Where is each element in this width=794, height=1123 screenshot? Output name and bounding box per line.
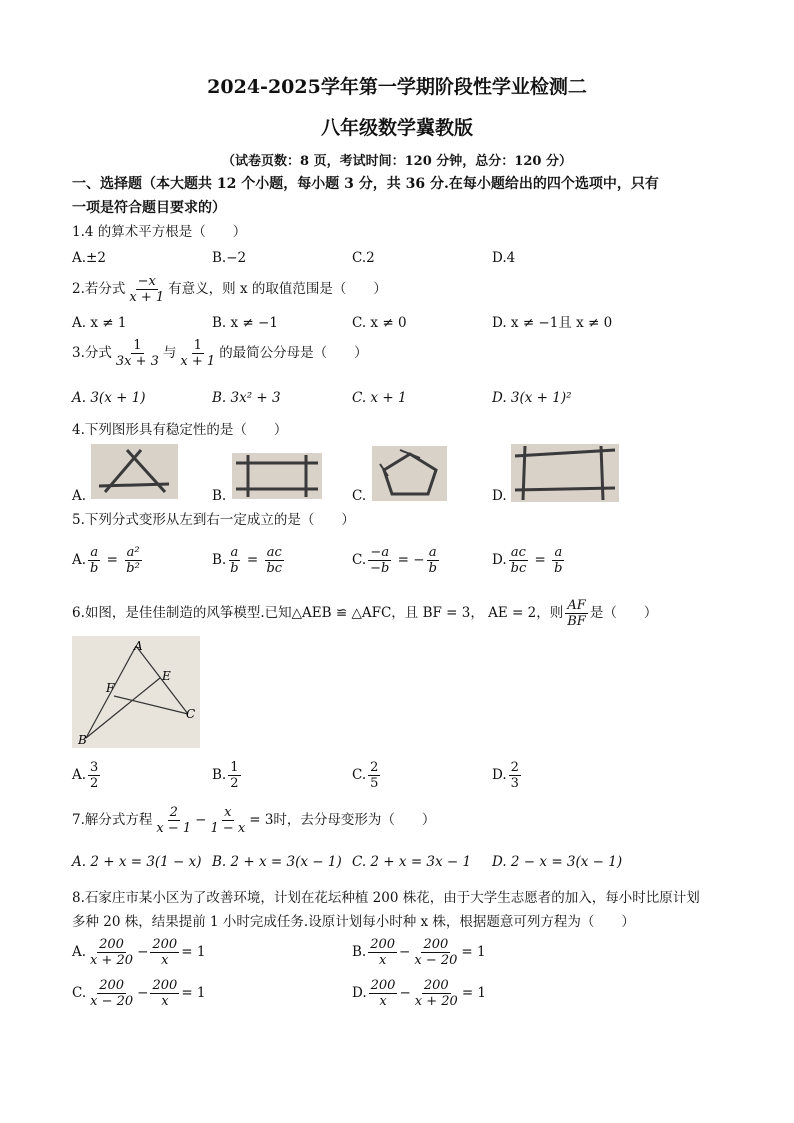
q7-option-a: A. 2 + x = 3(1 − x) xyxy=(72,854,202,870)
q8-d-label: D. xyxy=(352,985,367,1001)
q8-d-d1: x xyxy=(379,994,387,1009)
q8-d-rhs: = 1 xyxy=(461,985,487,1001)
q2-post: 有意义，则 x 的取值范围是（ ） xyxy=(168,281,387,297)
q4-figure-c-pentagon xyxy=(372,446,447,501)
q3-f2-den: x + 1 xyxy=(180,354,216,369)
q6-label-f: F xyxy=(106,681,115,695)
q6-pre: 6.如图，是佳佳制造的风筝模型.已知△AEB ≌ △AFC，且 BF = 3， AE = 2，则 xyxy=(72,605,564,621)
q8-a-d2: x xyxy=(161,953,169,968)
q7-f2-num: x xyxy=(224,805,232,820)
q8-c-label: C. xyxy=(72,985,87,1001)
q6-c-den: 5 xyxy=(370,776,379,791)
question-3-stem xyxy=(72,338,368,369)
q3-mid: 与 xyxy=(162,345,177,361)
q8-c-n2: 200 xyxy=(152,978,178,993)
q5-option-b: B. $\frac{a}{b}$ = $\frac{ac}{bc}$ xyxy=(212,545,283,576)
q6-b-num: 1 xyxy=(230,760,239,775)
q4-option-c: C. xyxy=(352,488,367,504)
q8-d-d2: x + 20 xyxy=(414,994,458,1009)
q5-b-lnum: a xyxy=(230,545,239,560)
q3-pre: 3.分式 xyxy=(72,345,112,361)
q3-f1-num: 1 xyxy=(133,338,142,353)
q5-a-lden: b xyxy=(90,561,99,576)
question-8-line2: 多种 20 株，结果提前 1 小时完成任务.设原计划每小时种 x 株，根据题意可列方程为（ ） xyxy=(72,914,635,930)
q3-post: 的最简公分母是（ ） xyxy=(219,345,368,361)
q8-b-n1: 200 xyxy=(370,937,396,952)
q5-option-c: C. $\frac{-a}{-b}$ = − $\frac{a}{b}$ xyxy=(352,545,437,576)
q8-b-n2: 200 xyxy=(423,937,449,952)
q3-f2-num: 1 xyxy=(193,338,202,353)
q6-option-a xyxy=(72,760,102,791)
q5-d-label: D. xyxy=(492,552,507,568)
question-2-stem xyxy=(72,274,387,305)
q5-d-lnum: ac xyxy=(510,545,526,560)
q2-frac-num: −x xyxy=(137,274,156,289)
q6-post: 是（ ） xyxy=(589,605,658,621)
q6-a-label: A. xyxy=(72,767,87,783)
q6-frac-num: AF xyxy=(567,598,586,613)
q3-fraction-1 xyxy=(114,338,161,369)
q7-option-b: B. 2 + x = 3(x − 1) xyxy=(212,854,342,870)
q5-c-rnum: a xyxy=(428,545,437,560)
q3-option-c: C. x + 1 xyxy=(352,390,407,406)
section-heading xyxy=(72,172,732,220)
exam-title: 2024-2025学年第一学期阶段性学业检测二 xyxy=(207,76,587,98)
q3-fraction-2 xyxy=(178,338,217,369)
q8-option-b: B. $\frac{200}{x}$ − $\frac{200}{x - 20}$ = 1 xyxy=(352,937,486,968)
q8-c-d2: x xyxy=(161,994,169,1009)
q5-c-lden: −b xyxy=(370,561,390,576)
q8-d-n1: 200 xyxy=(370,978,396,993)
q6-d-den: 3 xyxy=(510,776,519,791)
q2-option-c: C. x ≠ 0 xyxy=(352,315,407,331)
q5-a-rnum: a² xyxy=(126,545,140,560)
q1-option-c: C.2 xyxy=(352,250,375,266)
q4-figure-a-triangle xyxy=(91,444,178,499)
exam-meta: （试卷页数：8 页，考试时间：120 分钟，总分：120 分） xyxy=(222,154,572,169)
q1-option-b: B.−2 xyxy=(212,250,247,266)
q8-option-d: D. $\frac{200}{x}$ − $\frac{200}{x + 20}$ = 1 xyxy=(352,978,487,1009)
q5-c-lnum: −a xyxy=(370,545,390,560)
q5-a-rden: b² xyxy=(126,561,140,576)
q6-option-b xyxy=(212,760,243,791)
q7-pre: 7.解分式方程 xyxy=(72,812,153,828)
q6-d-label: D. xyxy=(492,767,507,783)
exam-subtitle: 八年级数学冀教版 xyxy=(320,117,473,139)
q8-b-d1: x xyxy=(378,953,387,968)
q6-label-c: C xyxy=(186,707,196,721)
q5-c-rden: b xyxy=(428,561,437,576)
q7-option-c: C. 2 + x = 3x − 1 xyxy=(352,854,472,870)
q6-kite-figure xyxy=(72,636,200,748)
q7-f1-den: x − 1 xyxy=(156,821,192,836)
section-heading-line2: 一项是符合题目要求的） xyxy=(72,200,226,216)
q3-option-a: A. 3(x + 1) xyxy=(72,390,146,406)
q8-a-n1: 200 xyxy=(99,937,124,952)
q8-a-label: A. xyxy=(72,944,87,960)
q8-b-d2: x − 20 xyxy=(414,953,458,968)
q7-minus: − xyxy=(195,812,207,828)
q6-a-den: 2 xyxy=(90,776,99,791)
q2-frac-den: x + 1 xyxy=(129,290,165,305)
q8-a-d1: x + 20 xyxy=(90,953,134,968)
q2-fraction xyxy=(127,274,166,305)
q6-label-b: B xyxy=(78,733,87,747)
q6-d-num: 2 xyxy=(510,760,519,775)
q8-d-n2: 200 xyxy=(423,978,449,993)
q6-frac-den: BF xyxy=(567,614,586,629)
q5-a-label: A. xyxy=(72,552,87,568)
question-4-stem: 4.下列图形具有稳定性的是（ ） xyxy=(72,422,288,438)
q7-option-d: D. 2 − x = 3(x − 1) xyxy=(492,854,623,870)
q4-option-b: B. xyxy=(212,488,227,504)
q6-c-label: C. xyxy=(352,767,367,783)
q6-label-e: E xyxy=(162,669,171,683)
q7-post: = 3时，去分母变形为（ ） xyxy=(249,812,436,828)
q1-option-a: A.±2 xyxy=(72,250,106,266)
question-1-stem: 1.4 的算术平方根是（ ） xyxy=(72,224,247,240)
q8-option-a: A. $\frac{200}{x + 20}$ − $\frac{200}{x}$ = 1 xyxy=(72,937,206,968)
q6-b-label: B. xyxy=(212,767,227,783)
q5-option-d: D. $\frac{ac}{bc}$ = $\frac{a}{b}$ xyxy=(492,545,563,576)
q8-a-n2: 200 xyxy=(152,937,178,952)
q5-d-rden: b xyxy=(554,561,563,576)
q5-a-lnum: a xyxy=(90,545,99,560)
q6-b-den: 2 xyxy=(230,776,239,791)
q5-c-sign: − xyxy=(413,552,425,568)
q6-option-c xyxy=(352,760,382,791)
q5-option-a: A. $\frac{a}{b}$ = $\frac{\text{a²}}{\text{b²}}$ xyxy=(72,545,140,576)
q5-b-lden: b xyxy=(230,561,239,576)
question-5-stem: 5.下列分式变形从左到右一定成立的是（ ） xyxy=(72,512,355,528)
q6-fraction xyxy=(565,598,588,629)
q1-option-d: D.4 xyxy=(492,250,516,266)
q8-a-rhs: = 1 xyxy=(181,944,206,960)
q8-option-c: C. $\frac{200}{x - 20}$ − $\frac{200}{x}$ = 1 xyxy=(72,978,206,1009)
q5-b-label: B. xyxy=(212,552,227,568)
q3-f1-den: 3x + 3 xyxy=(115,354,159,369)
q5-c-label: C. xyxy=(352,552,367,568)
q6-a-num: 3 xyxy=(90,760,99,775)
q2-pre: 2.若分式 xyxy=(72,281,126,297)
q6-c-num: 2 xyxy=(370,760,379,775)
q3-option-b: B. 3x² + 3 xyxy=(212,390,281,406)
q4-option-a: A. xyxy=(72,488,87,504)
q6-option-d xyxy=(492,760,523,791)
q5-d-lden: bc xyxy=(510,561,527,576)
q6-label-a: A xyxy=(134,639,143,653)
q5-d-rnum: a xyxy=(554,545,563,560)
q2-option-b: B. x ≠ −1 xyxy=(212,315,278,331)
q5-b-rden: bc xyxy=(266,561,283,576)
section-heading-line1: 一、选择题（本大题共 12 个小题，每小题 3 分，共 36 分.在每小题给出的四个选项中，只有 xyxy=(72,176,659,192)
q8-c-n1: 200 xyxy=(99,978,125,993)
question-7-stem xyxy=(72,805,435,836)
q8-c-d1: x − 20 xyxy=(90,994,134,1009)
q4-option-d: D. xyxy=(492,488,507,504)
q2-option-a: A. x ≠ 1 xyxy=(72,315,127,331)
q5-b-rnum: ac xyxy=(266,545,282,560)
question-6-stem xyxy=(72,598,657,629)
q7-f2-den: 1 − x xyxy=(210,821,246,836)
q8-b-label: B. xyxy=(352,944,367,960)
q3-option-d: D. 3(x + 1)² xyxy=(492,390,572,406)
q4-figure-b-rectangle xyxy=(232,453,322,499)
q7-f1-num: 2 xyxy=(169,805,178,820)
q8-c-rhs: = 1 xyxy=(181,985,206,1001)
q4-figure-d-quadrilateral xyxy=(511,444,619,502)
question-8-line1: 8.石家庄市某小区为了改善环境，计划在花坛种植 200 株花，由于大学生志愿者的加入，每小时比原计划 xyxy=(72,890,700,906)
q2-option-d: D. x ≠ −1且 x ≠ 0 xyxy=(492,315,613,331)
q8-b-rhs: = 1 xyxy=(461,944,486,960)
